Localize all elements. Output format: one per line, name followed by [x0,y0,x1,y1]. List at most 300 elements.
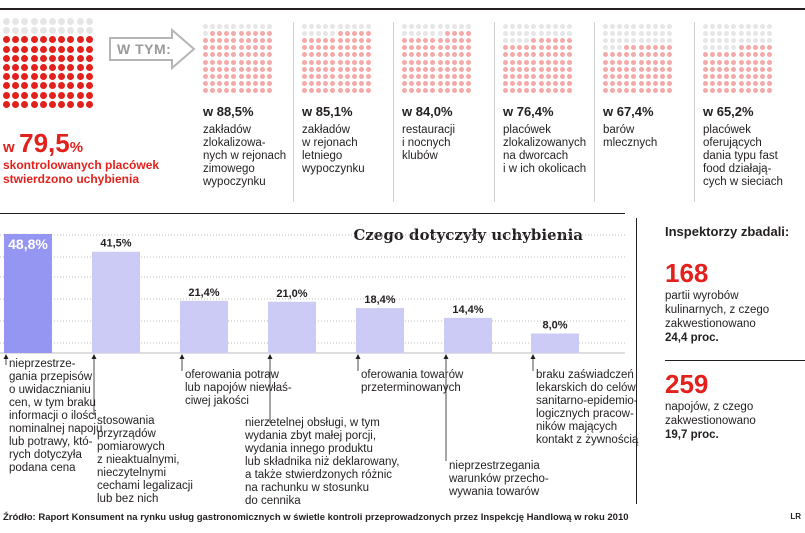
grid-dot [40,101,47,108]
grid-dot [767,31,772,36]
grid-dot [366,24,371,29]
grid-dot [359,67,364,72]
grid-dot [646,74,651,79]
grid-dot [517,31,522,36]
category-label-line: food działają- [703,163,772,175]
grid-dot [86,73,93,80]
grid-dot [267,52,272,57]
grid-dot [567,52,572,57]
grid-dot [445,81,450,86]
bar-category-label-line: pomiarowych [97,441,165,453]
grid-dot [12,46,19,53]
grid-dot [309,67,314,72]
grid-dot [309,38,314,43]
category-label-line: klubów [402,150,438,162]
grid-dot [402,31,407,36]
category-divider [494,22,495,202]
category-label-line: na dworcach [503,150,569,162]
grid-dot [86,64,93,71]
category-label-line: i w ich okolicach [503,163,587,175]
grid-dot [423,45,428,50]
grid-dot [352,88,357,93]
grid-dot [21,36,28,43]
grid-dot [717,24,722,29]
grid-dot [610,24,615,29]
bar-category-label-line: ciwej jakości [185,395,249,407]
grid-dot [309,31,314,36]
grid-dot [546,67,551,72]
grid-dot [239,31,244,36]
grid-dot [345,88,350,93]
grid-dot [517,81,522,86]
bar [180,301,228,353]
grid-dot [739,38,744,43]
main-percentage [3,128,83,159]
grid-dot [338,74,343,79]
grid-dot [631,67,636,72]
grid-dot [416,81,421,86]
grid-dot [567,31,572,36]
grid-dot [40,92,47,99]
grid-dot [459,31,464,36]
pointer-arrowhead [268,354,273,359]
grid-dot [231,52,236,57]
grid-dot [510,67,515,72]
grid-dot [260,67,265,72]
grid-dot [31,46,38,53]
grid-dot [58,82,65,89]
grid-dot [330,81,335,86]
grid-dot [323,60,328,65]
grid-dot [31,64,38,71]
grid-dot [224,88,229,93]
grid-dot [739,88,744,93]
category-label-line: placówek [703,124,751,136]
grid-dot [710,31,715,36]
category-divider [594,22,595,202]
grid-dot [246,52,251,57]
grid-dot [77,92,84,99]
bar-category-label-line: o uwidacznianiu [9,384,91,396]
grid-dot [330,38,335,43]
grid-dot [653,52,658,57]
grid-dot [40,64,47,71]
grid-dot [653,60,658,65]
grid-dot [203,24,208,29]
bar-category-label-line: braku zaświadczeń [536,369,634,381]
grid-dot [359,81,364,86]
stat-text-line: partii wyrobów [665,290,739,302]
grid-dot [260,60,265,65]
grid-dot [452,60,457,65]
grid-dot [40,36,47,43]
stat-highlight: 24,4 proc. [665,332,719,344]
grid-dot [717,81,722,86]
grid-dot [323,88,328,93]
grid-dot [646,81,651,86]
grid-dot [553,24,558,29]
grid-dot [338,67,343,72]
grid-dot [553,74,558,79]
grid-dot [423,60,428,65]
grid-dot [660,38,665,43]
grid-dot [253,45,258,50]
pointer-arrowhead [531,354,536,359]
grid-dot [553,31,558,36]
grid-dot [531,74,536,79]
grid-dot [624,31,629,36]
grid-dot [31,92,38,99]
grid-dot [624,88,629,93]
grid-dot [352,31,357,36]
grid-dot [86,101,93,108]
main-value: 79,5 [19,128,70,158]
wtym-label: W TYM: [117,41,172,57]
grid-dot [703,45,708,50]
grid-dot [560,60,565,65]
grid-dot [430,31,435,36]
grid-dot [316,88,321,93]
grid-dot [267,67,272,72]
category-label-line: letniego [302,150,343,162]
grid-dot [739,60,744,65]
grid-dot [724,31,729,36]
grid-dot [767,60,772,65]
grid-dot [510,81,515,86]
grid-dot [12,55,19,62]
grid-dot [459,81,464,86]
grid-dot [767,24,772,29]
grid-dot [503,81,508,86]
grid-dot [753,67,758,72]
grid-dot [524,45,529,50]
pointer-arrowhead [444,354,449,359]
grid-dot [86,92,93,99]
grid-dot [217,24,222,29]
grid-dot [12,27,19,34]
grid-dot [731,45,736,50]
grid-dot [58,27,65,34]
grid-dot [753,45,758,50]
grid-dot [546,88,551,93]
category-divider [694,22,695,202]
grid-dot [345,38,350,43]
grid-dot [767,81,772,86]
grid-dot [416,38,421,43]
grid-dot [746,60,751,65]
grid-dot [359,38,364,43]
bar-category-label [449,460,549,499]
stat-number: 259 [665,369,709,399]
grid-dot [539,45,544,50]
grid-dot [603,88,608,93]
grid-dot [21,64,28,71]
grid-dot [703,24,708,29]
grid-dot [423,31,428,36]
grid-dot [438,81,443,86]
grid-dot [302,24,307,29]
grid-dot [610,81,615,86]
grid-dot [67,36,74,43]
grid-dot [710,52,715,57]
bar-category-label-line: lub potrawy, któ- [9,436,93,448]
grid-dot [667,81,672,86]
bar-category-label-line: warunków przecho- [449,473,549,485]
grid-dot [260,38,265,43]
grid-dot [639,45,644,50]
grid-dot [345,67,350,72]
grid-dot [767,74,772,79]
grid-dot [753,81,758,86]
grid-dot [302,52,307,57]
grid-dot [539,74,544,79]
grid-dot [631,81,636,86]
grid-dot [459,52,464,57]
bar-value-label: 21,0% [276,287,308,300]
grid-dot [531,38,536,43]
grid-dot [539,52,544,57]
grid-dot [560,24,565,29]
grid-dot [452,38,457,43]
grid-dot [731,38,736,43]
grid-dot [246,67,251,72]
category-percentage: w 85,1% [302,104,353,119]
grid-dot [253,81,258,86]
bar-category-label-line: kontakt z żywnością [536,434,639,446]
grid-dot [459,67,464,72]
pointer-arrowhead [4,354,9,359]
grid-dot [717,45,722,50]
grid-dot [345,24,350,29]
grid-dot [12,64,19,71]
grid-dot [260,45,265,50]
grid-dot [217,81,222,86]
stat-highlight: 19,7 proc. [665,429,719,441]
grid-dot [653,67,658,72]
grid-dot [710,74,715,79]
grid-dot [610,38,615,43]
grid-dot [224,60,229,65]
sidebar-heading: Inspektorzy zbadali: [665,224,790,239]
grid-dot [546,38,551,43]
grid-dot [330,31,335,36]
grid-dot [546,24,551,29]
stat-text-line: kulinarnych, z czego [665,304,770,316]
category-label [402,124,494,163]
grid-dot [345,31,350,36]
sidebar-rule [665,360,805,361]
grid-dot [3,92,10,99]
grid-dot [553,52,558,57]
grid-dot [517,74,522,79]
grid-dot [603,52,608,57]
grid-dot [546,60,551,65]
grid-dot [323,38,328,43]
grid-dot [366,31,371,36]
grid-dot [710,67,715,72]
grid-dot [267,24,272,29]
grid-dot [710,38,715,43]
grid-dot [302,67,307,72]
grid-dot [553,45,558,50]
grid-dot [466,67,471,72]
grid-dot [539,88,544,93]
grid-dot [239,88,244,93]
grid-dot [316,24,321,29]
grid-dot [366,67,371,72]
grid-dot [452,52,457,57]
grid-dot [217,60,222,65]
grid-dot [660,31,665,36]
grid-dot [21,55,28,62]
grid-dot [517,88,522,93]
grid-dot [610,88,615,93]
grid-dot [338,52,343,57]
grid-dot [31,101,38,108]
grid-dot [224,24,229,29]
grid-dot [40,73,47,80]
grid-dot [739,31,744,36]
grid-dot [617,52,622,57]
grid-dot [49,36,56,43]
grid-dot [510,38,515,43]
grid-dot [77,64,84,71]
category-label [302,124,394,176]
bar-category-label-line: podana cena [9,462,76,474]
grid-dot [239,60,244,65]
grid-dot [560,67,565,72]
grid-dot [739,67,744,72]
grid-dot [217,45,222,50]
grid-dot [746,67,751,72]
grid-dot [239,74,244,79]
top-rule [0,8,805,10]
grid-dot [631,24,636,29]
grid-dot [760,88,765,93]
grid-dot [3,46,10,53]
grid-dot [217,52,222,57]
grid-dot [603,31,608,36]
grid-dot [12,101,19,108]
grid-dot [610,74,615,79]
grid-dot [603,81,608,86]
credit: LR [790,512,801,521]
grid-dot [739,81,744,86]
grid-dot [366,60,371,65]
grid-dot [731,24,736,29]
grid-dot [323,81,328,86]
grid-dot [660,88,665,93]
grid-dot [445,38,450,43]
grid-dot [466,81,471,86]
bar-value-label: 21,4% [188,286,220,299]
grid-dot [267,88,272,93]
grid-dot [546,52,551,57]
grid-dot [717,38,722,43]
grid-dot [86,18,93,25]
grid-dot [717,52,722,57]
grid-dot [753,31,758,36]
stat-text-line: zakwestionowano [665,415,756,427]
grid-dot [539,60,544,65]
grid-dot [639,52,644,57]
bar-category-label-line: przeterminowanych [361,382,461,394]
bar-value-label: 8,0% [542,319,568,332]
grid-dot [77,46,84,53]
grid-dot [746,74,751,79]
grid-dot [359,60,364,65]
grid-dot [423,24,428,29]
category-label [603,124,695,150]
bar-category-label [536,369,638,447]
grid-dot [323,24,328,29]
grid-dot [267,38,272,43]
grid-dot [67,27,74,34]
grid-dot [323,74,328,79]
grid-dot [58,101,65,108]
grid-dot [517,38,522,43]
grid-dot [231,67,236,72]
grid-dot [524,88,529,93]
grid-dot [260,88,265,93]
grid-dot [617,31,622,36]
grid-dot [231,24,236,29]
grid-dot [210,45,215,50]
grid-dot [323,67,328,72]
grid-dot [653,88,658,93]
grid-dot [524,38,529,43]
grid-dot [639,31,644,36]
grid-dot [352,52,357,57]
grid-dot [49,73,56,80]
grid-dot [760,67,765,72]
grid-dot [430,52,435,57]
grid-dot [267,81,272,86]
grid-dot [58,55,65,62]
grid-dot [466,31,471,36]
grid-dot [302,74,307,79]
grid-dot [309,24,314,29]
grid-dot [21,92,28,99]
grid-dot [646,38,651,43]
grid-dot [459,24,464,29]
category-label-line: nych w rejonach [203,150,287,162]
grid-dot [409,24,414,29]
grid-dot [653,31,658,36]
grid-dot [517,60,522,65]
grid-dot [423,81,428,86]
main-label: skontrolowanych placówek stwierdzono uchybienia [3,158,160,186]
grid-dot [302,31,307,36]
grid-dot [77,73,84,80]
grid-dot [739,45,744,50]
grid-dot [416,88,421,93]
grid-dot [67,92,74,99]
grid-dot [459,38,464,43]
grid-dot [624,74,629,79]
grid-dot [746,38,751,43]
grid-dot [445,67,450,72]
grid-dot [260,31,265,36]
grid-dot [610,52,615,57]
category-label-line: dania typu fast [703,150,778,162]
grid-dot [416,60,421,65]
bar-value-label: 41,5% [100,237,132,250]
grid-dot [253,60,258,65]
bar-category-label-line: informacji o ilości [9,410,97,422]
grid-dot [3,101,10,108]
grid-dot [86,27,93,34]
